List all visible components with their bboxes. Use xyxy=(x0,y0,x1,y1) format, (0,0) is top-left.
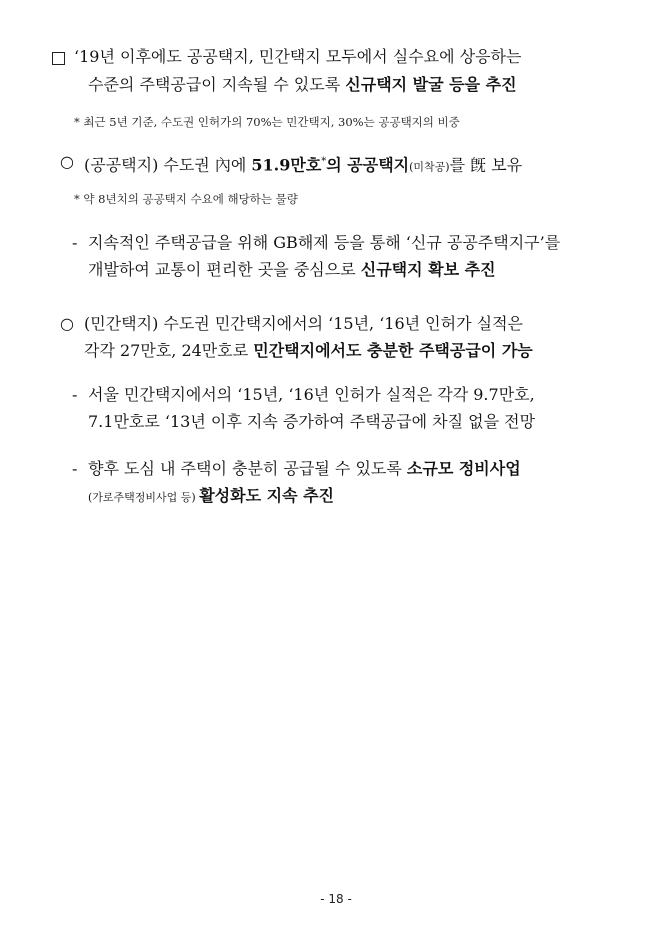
section2-sub1-line2-emphasis: 신규택지 확보 추진 xyxy=(360,260,496,279)
section2-sub1-line2 xyxy=(88,259,496,281)
checkbox-bullet-icon xyxy=(52,52,65,65)
section3-sub2-line1-text: 향후 도심 내 주택이 충분히 공급될 수 있도록 xyxy=(88,459,407,478)
section1-line2-emphasis: 신규택지 발굴 등을 추진 xyxy=(345,75,517,94)
section2-line1-text-c: 의 공공택지 xyxy=(326,155,410,175)
section1-line1-text: ‘19년 이후에도 공공택지, 민간택지 모두에서 실수요에 상응하는 xyxy=(74,47,522,66)
section3-sub2-line2-paren: (가로주택정비사업 등) xyxy=(88,491,200,504)
section2-sub1-line2-text: 개발하여 교통이 편리한 곳을 중심으로 xyxy=(88,260,361,279)
page-number: - 18 - xyxy=(320,892,352,906)
section1-line2-text: 수준의 주택공급이 지속될 수 있도록 xyxy=(88,75,346,94)
section2-line1-text-d: (미착공) xyxy=(409,160,450,174)
section3-sub2-line1-emphasis: 소규모 정비사업 xyxy=(406,459,521,478)
section1-line1 xyxy=(74,46,521,68)
section3-line2-text: 각각 27만호, 24만호로 xyxy=(84,341,254,360)
circle-bullet-icon: ○ xyxy=(60,314,74,333)
section3-sub2-line2 xyxy=(88,485,334,509)
section2-sub1-line1: 지속적인 주택공급을 위해 GB해제 등을 통해 ‘신규 공공주택지구’를 xyxy=(88,233,561,252)
section3-sub2-line1 xyxy=(88,458,521,480)
section2-footnote-star: * xyxy=(321,156,327,167)
section2-line1-text-e: 를 旣 보유 xyxy=(449,155,523,175)
section3-line1: (민간택지) 수도권 민간택지에서의 ‘15년, ‘16년 인허가 실적은 xyxy=(84,314,524,333)
section3-sub2-line2-emphasis: 활성화도 지속 추진 xyxy=(199,486,335,505)
section2-line1-amount: 51.9만호 xyxy=(251,155,322,175)
section1-footnote: * 최근 5년 기준, 수도권 인허가의 70%는 민간택지, 30%는 공공택지의 비중 xyxy=(74,115,460,129)
dash-bullet: - xyxy=(72,459,78,478)
section3-line2 xyxy=(84,340,533,362)
dash-bullet: - xyxy=(72,385,78,404)
section3-line2-emphasis: 민간택지에서도 충분한 주택공급이 가능 xyxy=(253,341,533,360)
section2-line1 xyxy=(84,151,522,178)
section2-footnote: * 약 8년치의 공공택지 수요에 해당하는 물량 xyxy=(74,192,298,206)
section1-line2 xyxy=(88,74,517,96)
section3-sub1-line1: 서울 민간택지에서의 ‘15년, ‘16년 인허가 실적은 각각 9.7만호, xyxy=(88,385,535,404)
circle-bullet-icon: ○ xyxy=(60,152,74,171)
section3-sub1-line2: 7.1만호로 ‘13년 이후 지속 증가하여 주택공급에 차질 없을 전망 xyxy=(88,412,536,431)
section2-line1-text-a: (공공택지) 수도권 內에 xyxy=(84,155,252,175)
dash-bullet: - xyxy=(72,233,78,252)
